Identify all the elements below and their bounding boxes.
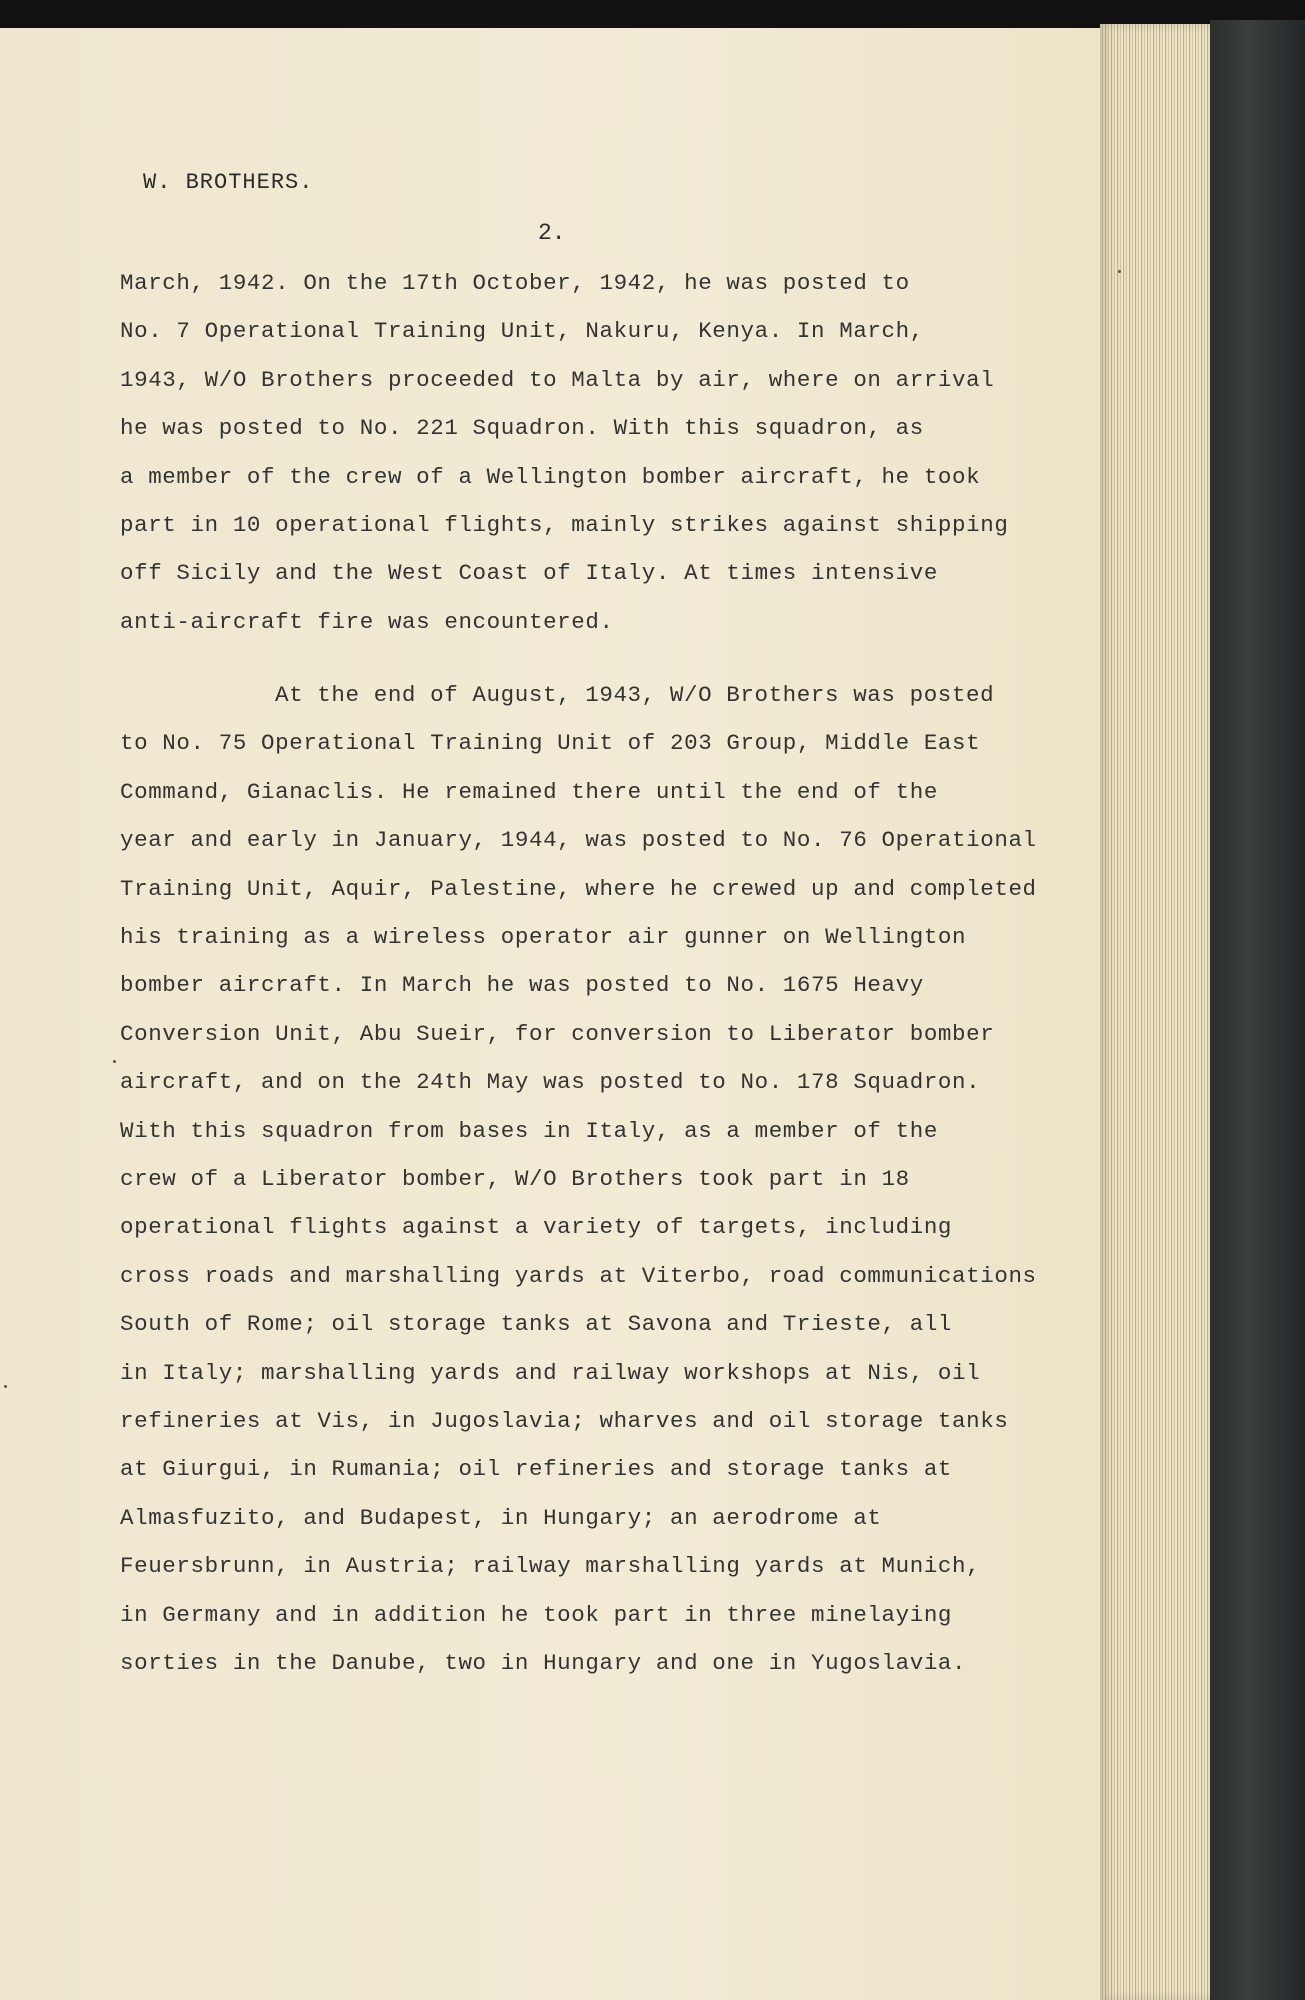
text-line: No. 7 Operational Training Unit, Nakuru, Kenya. In March, [120, 318, 924, 345]
page-edges [1100, 24, 1210, 2000]
margin-speck [1118, 270, 1121, 273]
text-line: South of Rome; oil storage tanks at Savona and Trieste, all [120, 1311, 953, 1338]
text-line: Conversion Unit, Abu Sueir, for conversion to Liberator bomber [120, 1020, 995, 1047]
page-number: 2. [538, 220, 566, 246]
text-line: sorties in the Danube, two in Hungary and one in Yugoslavia. [120, 1650, 967, 1676]
text-line: With this squadron from bases in Italy, as a member of the [120, 1117, 938, 1144]
text-line: part in 10 operational flights, mainly strikes against shipping [120, 512, 1009, 538]
text-line: year and early in January, 1944, was posted to No. 76 Operational [120, 827, 1037, 854]
text-line: At the end of August, 1943, W/O Brothers was posted [275, 682, 995, 708]
text-line: in Italy; marshalling yards and railway workshops at Nis, oil [120, 1359, 981, 1386]
text-line: Training Unit, Aquir, Palestine, where he crewed up and completed [120, 875, 1037, 902]
text-line: refineries at Vis, in Jugoslavia; wharves and oil storage tanks [120, 1408, 1009, 1434]
text-line: March, 1942. On the 17th October, 1942, he was posted to [120, 270, 910, 296]
text-line: his training as a wireless operator air gunner on Wellington [120, 924, 967, 950]
text-line: off Sicily and the West Coast of Italy. At times intensive [120, 560, 938, 587]
text-line: aircraft, and on the 24th May was posted to No. 178 Squadron. [120, 1069, 981, 1096]
text-line: Command, Gianaclis. He remained there until the end of the [120, 778, 938, 805]
text-line: a member of the crew of a Wellington bomber aircraft, he took [120, 463, 981, 490]
text-line: in Germany and in addition he took part in three minelaying [120, 1601, 953, 1628]
document-header: W. BROTHERS. [143, 170, 314, 195]
margin-speck [4, 1385, 7, 1388]
text-line: he was posted to No. 221 Squadron. With this squadron, as [120, 415, 924, 442]
text-line: Feuersbrunn, in Austria; railway marshalling yards at Munich, [120, 1553, 981, 1580]
margin-speck [113, 1060, 116, 1063]
text-line: to No. 75 Operational Training Unit of 203 Group, Middle East [120, 730, 981, 757]
text-line: cross roads and marshalling yards at Viterbo, road communications [120, 1262, 1037, 1289]
text-line: anti-aircraft fire was encountered. [120, 608, 614, 635]
text-line: crew of a Liberator bomber, W/O Brothers took part in 18 [120, 1166, 910, 1192]
text-line: bomber aircraft. In March he was posted to No. 1675 Heavy [120, 972, 924, 999]
text-line: Almasfuzito, and Budapest, in Hungary; an aerodrome at [120, 1504, 882, 1531]
text-line: operational flights against a variety of targets, including [120, 1214, 953, 1241]
text-line: 1943, W/O Brothers proceeded to Malta by air, where on arrival [120, 366, 995, 393]
book-binding [1210, 20, 1305, 2000]
text-line: at Giurgui, in Rumania; oil refineries and storage tanks at [120, 1456, 953, 1483]
